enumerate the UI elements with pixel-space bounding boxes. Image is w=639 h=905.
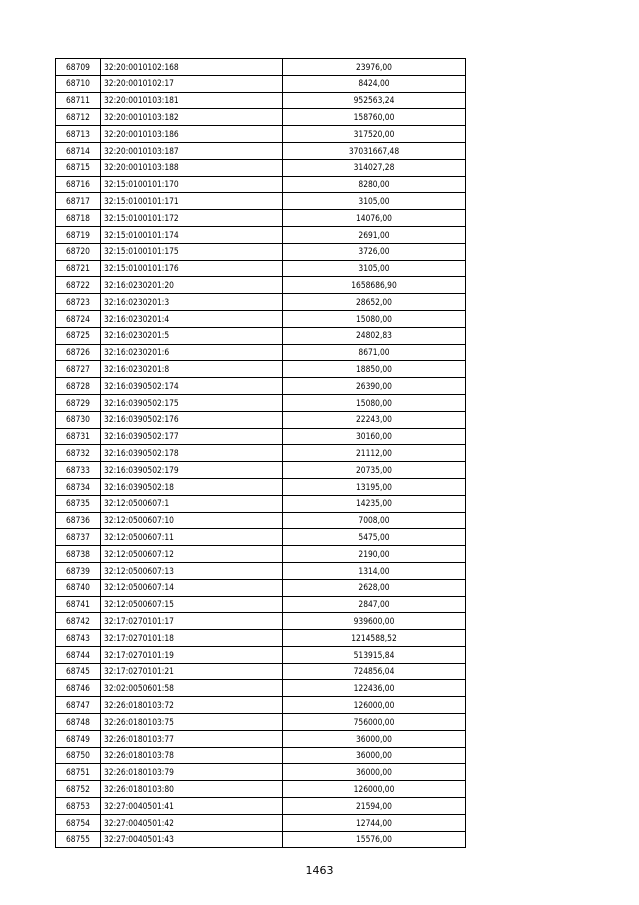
amount-cell: 36000,00 (283, 730, 466, 747)
row-number-cell: 68732 (56, 445, 101, 462)
table-row (56, 781, 466, 798)
amount-cell: 23976,00 (283, 59, 466, 76)
cadastral-number-cell: 32:27:0040501:42 (101, 814, 283, 831)
amount-cell: 317520,00 (283, 126, 466, 143)
cadastral-number-cell: 32:16:0230201:6 (101, 344, 283, 361)
amount-cell: 3726,00 (283, 243, 466, 260)
row-number-cell: 68730 (56, 411, 101, 428)
registry-table (55, 58, 466, 848)
row-number-cell: 68740 (56, 579, 101, 596)
row-number-cell: 68737 (56, 529, 101, 546)
amount-cell: 15576,00 (283, 831, 466, 848)
cadastral-number-cell: 32:17:0270101:21 (101, 663, 283, 680)
table-row (56, 277, 466, 294)
table-row (56, 210, 466, 227)
row-number-cell: 68736 (56, 512, 101, 529)
table-row (56, 193, 466, 210)
amount-cell: 30160,00 (283, 428, 466, 445)
page-number: 1463 (305, 864, 334, 877)
row-number-cell: 68745 (56, 663, 101, 680)
table-row (56, 361, 466, 378)
amount-cell: 22243,00 (283, 411, 466, 428)
amount-cell: 8280,00 (283, 176, 466, 193)
table-row (56, 126, 466, 143)
table-row (56, 714, 466, 731)
amount-cell: 7008,00 (283, 512, 466, 529)
cadastral-number-cell: 32:26:0180103:77 (101, 730, 283, 747)
row-number-cell: 68715 (56, 159, 101, 176)
row-number-cell: 68743 (56, 630, 101, 647)
table-row (56, 344, 466, 361)
row-number-cell: 68729 (56, 394, 101, 411)
amount-cell: 756000,00 (283, 714, 466, 731)
cadastral-number-cell: 32:15:0100101:171 (101, 193, 283, 210)
row-number-cell: 68753 (56, 798, 101, 815)
cadastral-number-cell: 32:20:0010102:17 (101, 75, 283, 92)
table-row (56, 798, 466, 815)
cadastral-number-cell: 32:16:0390502:18 (101, 478, 283, 495)
table-row (56, 411, 466, 428)
cadastral-number-cell: 32:27:0040501:43 (101, 831, 283, 848)
cadastral-number-cell: 32:17:0270101:18 (101, 630, 283, 647)
amount-cell: 3105,00 (283, 260, 466, 277)
row-number-cell: 68744 (56, 646, 101, 663)
table-row (56, 814, 466, 831)
row-number-cell: 68741 (56, 596, 101, 613)
cadastral-number-cell: 32:26:0180103:80 (101, 781, 283, 798)
cadastral-number-cell: 32:26:0180103:78 (101, 747, 283, 764)
row-number-cell: 68742 (56, 613, 101, 630)
row-number-cell: 68731 (56, 428, 101, 445)
amount-cell: 126000,00 (283, 697, 466, 714)
row-number-cell: 68726 (56, 344, 101, 361)
table-row (56, 831, 466, 848)
amount-cell: 21112,00 (283, 445, 466, 462)
row-number-cell: 68718 (56, 210, 101, 227)
amount-cell: 12744,00 (283, 814, 466, 831)
table-row (56, 394, 466, 411)
row-number-cell: 68747 (56, 697, 101, 714)
table-row (56, 663, 466, 680)
table-row (56, 428, 466, 445)
row-number-cell: 68724 (56, 310, 101, 327)
amount-cell: 8424,00 (283, 75, 466, 92)
row-number-cell: 68749 (56, 730, 101, 747)
row-number-cell: 68746 (56, 680, 101, 697)
cadastral-number-cell: 32:16:0390502:176 (101, 411, 283, 428)
row-number-cell: 68755 (56, 831, 101, 848)
row-number-cell: 68709 (56, 59, 101, 76)
amount-cell: 14076,00 (283, 210, 466, 227)
amount-cell: 21594,00 (283, 798, 466, 815)
amount-cell: 2190,00 (283, 546, 466, 563)
amount-cell: 20735,00 (283, 462, 466, 479)
row-number-cell: 68734 (56, 478, 101, 495)
row-number-cell: 68721 (56, 260, 101, 277)
table-row (56, 260, 466, 277)
amount-cell: 724856,04 (283, 663, 466, 680)
amount-cell: 14235,00 (283, 495, 466, 512)
cadastral-number-cell: 32:12:0500607:14 (101, 579, 283, 596)
cadastral-number-cell: 32:26:0180103:75 (101, 714, 283, 731)
amount-cell: 158760,00 (283, 109, 466, 126)
row-number-cell: 68748 (56, 714, 101, 731)
table-row (56, 562, 466, 579)
row-number-cell: 68725 (56, 327, 101, 344)
row-number-cell: 68712 (56, 109, 101, 126)
table-row (56, 327, 466, 344)
cadastral-number-cell: 32:20:0010103:188 (101, 159, 283, 176)
registry-table-body (56, 59, 466, 848)
cadastral-number-cell: 32:16:0230201:5 (101, 327, 283, 344)
row-number-cell: 68719 (56, 226, 101, 243)
cadastral-number-cell: 32:15:0100101:172 (101, 210, 283, 227)
table-row (56, 613, 466, 630)
cadastral-number-cell: 32:16:0390502:178 (101, 445, 283, 462)
cadastral-number-cell: 32:16:0390502:177 (101, 428, 283, 445)
amount-cell: 513915,84 (283, 646, 466, 663)
table-row (56, 478, 466, 495)
cadastral-number-cell: 32:16:0390502:174 (101, 378, 283, 395)
cadastral-number-cell: 32:16:0390502:175 (101, 394, 283, 411)
cadastral-number-cell: 32:12:0500607:12 (101, 546, 283, 563)
table-row (56, 630, 466, 647)
table-row (56, 378, 466, 395)
table-row (56, 59, 466, 76)
amount-cell: 939600,00 (283, 613, 466, 630)
cadastral-number-cell: 32:16:0230201:3 (101, 294, 283, 311)
table-row (56, 294, 466, 311)
cadastral-number-cell: 32:15:0100101:175 (101, 243, 283, 260)
row-number-cell: 68728 (56, 378, 101, 395)
amount-cell: 126000,00 (283, 781, 466, 798)
cadastral-number-cell: 32:12:0500607:11 (101, 529, 283, 546)
row-number-cell: 68751 (56, 764, 101, 781)
amount-cell: 314027,28 (283, 159, 466, 176)
amount-cell: 13195,00 (283, 478, 466, 495)
row-number-cell: 68733 (56, 462, 101, 479)
row-number-cell: 68754 (56, 814, 101, 831)
cadastral-number-cell: 32:26:0180103:72 (101, 697, 283, 714)
row-number-cell: 68716 (56, 176, 101, 193)
cadastral-number-cell: 32:16:0390502:179 (101, 462, 283, 479)
amount-cell: 37031667,48 (283, 142, 466, 159)
table-row (56, 596, 466, 613)
cadastral-number-cell: 32:17:0270101:17 (101, 613, 283, 630)
cadastral-number-cell: 32:26:0180103:79 (101, 764, 283, 781)
table-row (56, 546, 466, 563)
row-number-cell: 68727 (56, 361, 101, 378)
table-row (56, 159, 466, 176)
cadastral-number-cell: 32:12:0500607:13 (101, 562, 283, 579)
table-row (56, 226, 466, 243)
table-row (56, 764, 466, 781)
cadastral-number-cell: 32:20:0010103:187 (101, 142, 283, 159)
table-row (56, 75, 466, 92)
table-row (56, 462, 466, 479)
row-number-cell: 68723 (56, 294, 101, 311)
row-number-cell: 68750 (56, 747, 101, 764)
cadastral-number-cell: 32:16:0230201:8 (101, 361, 283, 378)
table-row (56, 243, 466, 260)
amount-cell: 36000,00 (283, 747, 466, 764)
table-row (56, 142, 466, 159)
cadastral-number-cell: 32:20:0010103:181 (101, 92, 283, 109)
row-number-cell: 68735 (56, 495, 101, 512)
amount-cell: 3105,00 (283, 193, 466, 210)
table-row (56, 92, 466, 109)
row-number-cell: 68713 (56, 126, 101, 143)
amount-cell: 2628,00 (283, 579, 466, 596)
table-row (56, 495, 466, 512)
table-row (56, 109, 466, 126)
cadastral-number-cell: 32:15:0100101:174 (101, 226, 283, 243)
table-row (56, 445, 466, 462)
row-number-cell: 68739 (56, 562, 101, 579)
cadastral-number-cell: 32:17:0270101:19 (101, 646, 283, 663)
table-row (56, 747, 466, 764)
amount-cell: 15080,00 (283, 394, 466, 411)
cadastral-number-cell: 32:20:0010103:182 (101, 109, 283, 126)
cadastral-number-cell: 32:12:0500607:15 (101, 596, 283, 613)
amount-cell: 1658686,90 (283, 277, 466, 294)
cadastral-number-cell: 32:20:0010102:168 (101, 59, 283, 76)
amount-cell: 952563,24 (283, 92, 466, 109)
row-number-cell: 68752 (56, 781, 101, 798)
amount-cell: 5475,00 (283, 529, 466, 546)
row-number-cell: 68714 (56, 142, 101, 159)
amount-cell: 36000,00 (283, 764, 466, 781)
amount-cell: 1214588,52 (283, 630, 466, 647)
table-row (56, 579, 466, 596)
amount-cell: 2691,00 (283, 226, 466, 243)
amount-cell: 15080,00 (283, 310, 466, 327)
cadastral-number-cell: 32:12:0500607:10 (101, 512, 283, 529)
cadastral-number-cell: 32:02:0050601:58 (101, 680, 283, 697)
table-row (56, 512, 466, 529)
cadastral-number-cell: 32:27:0040501:41 (101, 798, 283, 815)
cadastral-number-cell: 32:12:0500607:1 (101, 495, 283, 512)
table-row (56, 529, 466, 546)
amount-cell: 8671,00 (283, 344, 466, 361)
table-row (56, 176, 466, 193)
cadastral-number-cell: 32:15:0100101:170 (101, 176, 283, 193)
table-row (56, 730, 466, 747)
row-number-cell: 68717 (56, 193, 101, 210)
row-number-cell: 68720 (56, 243, 101, 260)
amount-cell: 1314,00 (283, 562, 466, 579)
table-row (56, 646, 466, 663)
table-row (56, 680, 466, 697)
row-number-cell: 68710 (56, 75, 101, 92)
row-number-cell: 68722 (56, 277, 101, 294)
amount-cell: 26390,00 (283, 378, 466, 395)
cadastral-number-cell: 32:16:0230201:20 (101, 277, 283, 294)
amount-cell: 2847,00 (283, 596, 466, 613)
cadastral-number-cell: 32:16:0230201:4 (101, 310, 283, 327)
table-row (56, 697, 466, 714)
amount-cell: 28652,00 (283, 294, 466, 311)
table-row (56, 310, 466, 327)
row-number-cell: 68738 (56, 546, 101, 563)
cadastral-number-cell: 32:15:0100101:176 (101, 260, 283, 277)
amount-cell: 18850,00 (283, 361, 466, 378)
row-number-cell: 68711 (56, 92, 101, 109)
cadastral-number-cell: 32:20:0010103:186 (101, 126, 283, 143)
amount-cell: 122436,00 (283, 680, 466, 697)
amount-cell: 24802,83 (283, 327, 466, 344)
